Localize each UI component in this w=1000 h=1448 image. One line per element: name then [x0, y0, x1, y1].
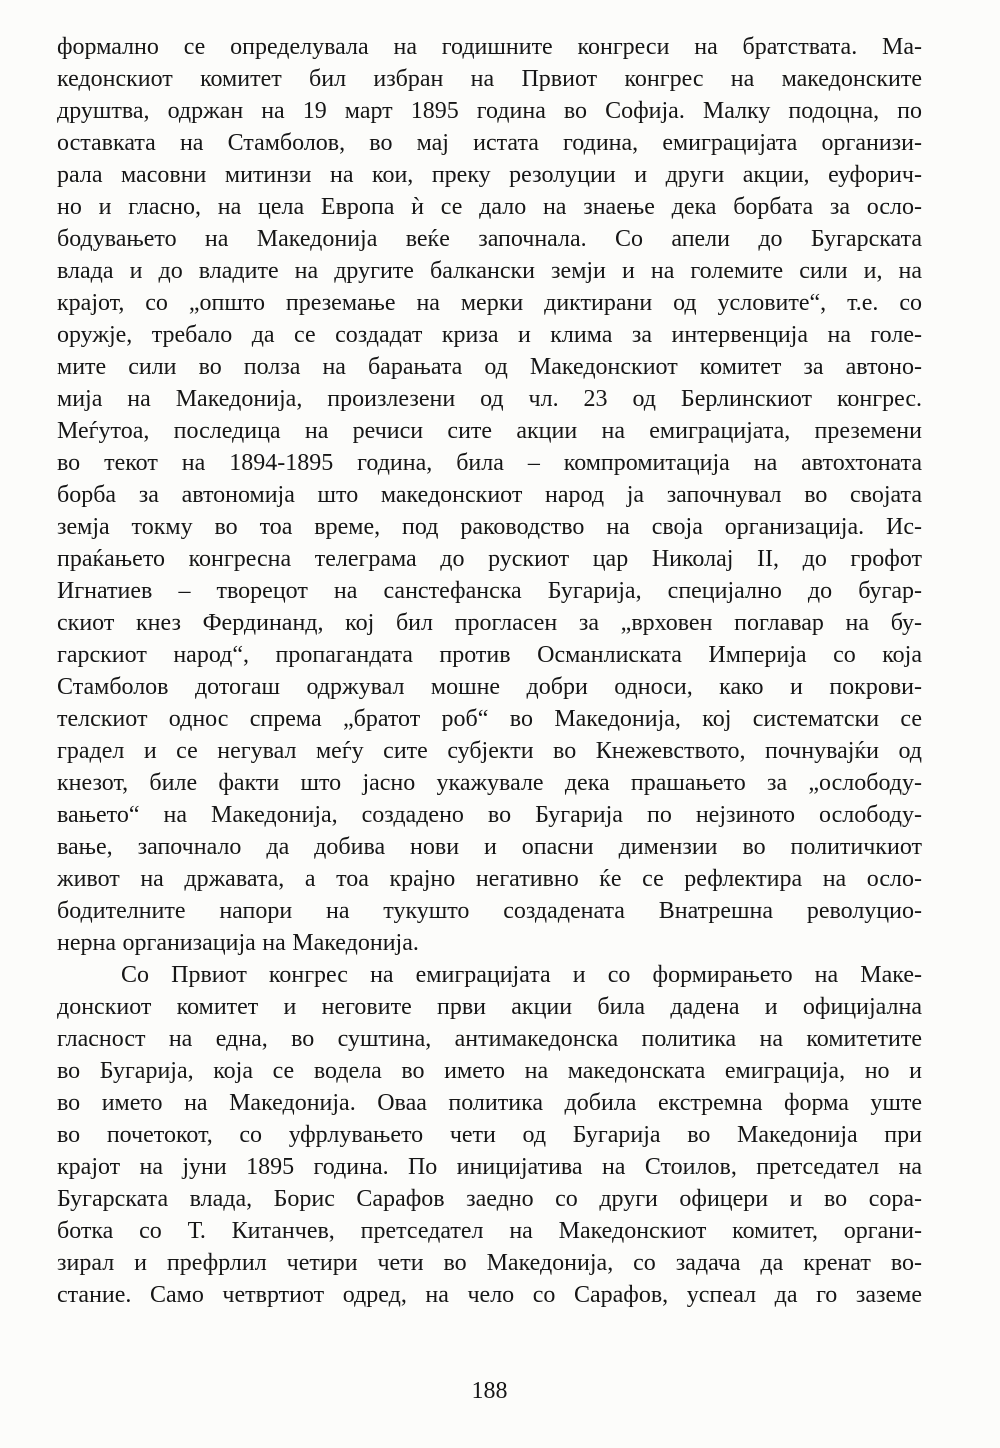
- text-line: во почетокот, со уфрлувањето чети од Бугарија во Македонија при: [57, 1122, 922, 1148]
- text-line: вањето“ на Македонија, создадено во Бугарија по нејзиното ослободу-: [57, 802, 922, 828]
- text-line: оставката на Стамболов, во мај истата година, емиграцијата организи-: [57, 130, 922, 156]
- text-line: Игнатиев – творецот на санстефанска Бугарија, специјално до бугар-: [57, 578, 922, 604]
- text-line: живот на државата, а тоа крајно негативно ќе се рефлектира на осло-: [57, 866, 922, 892]
- text-line: градел и се негувал меѓу сите субјекти во Кнежевството, почнувајќи од: [57, 738, 922, 764]
- text-line: влада и до владите на другите балкански земји и на големите сили и, на: [57, 258, 922, 284]
- text-line: борба за автономија што македонскиот народ ја започнувал во својата: [57, 482, 922, 508]
- text-line: нерна организација на Македонија.: [57, 930, 419, 956]
- text-line: Со Првиот конгрес на емиграцијата и со формирањето на Маке-: [121, 962, 922, 988]
- page-text-block: [57, 31, 922, 1311]
- text-line: гарскиот народ“, пропагандата против Османлиската Империја со која: [57, 642, 922, 668]
- text-line: зирал и префрлил четири чети во Македонија, со задача да кренат во-: [57, 1250, 922, 1276]
- text-line: крајот на јуни 1895 година. По иницијатива на Стоилов, претседател на: [57, 1154, 922, 1180]
- text-line: мија на Македонија, произлезени од чл. 23 од Берлинскиот конгрес.: [57, 386, 922, 412]
- text-line: крајот, со „општо преземање на мерки диктирани од условите“, т.е. со: [57, 290, 922, 316]
- text-line: оружје, требало да се создадат криза и клима за интервенција на голе-: [57, 322, 922, 348]
- text-line: во името на Македонија. Оваа политика добила екстремна форма уште: [57, 1090, 922, 1116]
- text-line: кедонскиот комитет бил избран на Првиот конгрес на македонските: [57, 66, 922, 92]
- text-line: телскиот однос спрема „братот роб“ во Македонија, кој систематски се: [57, 706, 922, 732]
- text-line: ботка со Т. Китанчев, претседател на Македонскиот комитет, органи-: [57, 1218, 922, 1244]
- text-line: донскиот комитет и неговите први акции била дадена и официјална: [57, 994, 922, 1020]
- page-number: 188: [471, 1378, 508, 1404]
- text-line: вање, започнало да добива нови и опасни димензии во политичкиот: [57, 834, 922, 860]
- text-line: праќањето конгресна телеграма до рускиот цар Николај II, до грофот: [57, 546, 922, 572]
- text-line: друштва, одржан на 19 март 1895 година во Софија. Малку подоцна, по: [57, 98, 922, 124]
- text-line: бодувањето на Македонија веќе започнала. Со апели до Бугарската: [57, 226, 922, 252]
- text-line: гласност на една, во суштина, антимакедонска политика на комитетите: [57, 1026, 922, 1052]
- text-line: рала масовни митинзи на кои, преку резолуции и други акции, еуфорич-: [57, 162, 922, 188]
- text-line: во Бугарија, која се водела во името на македонската емиграција, но и: [57, 1058, 922, 1084]
- text-line: во текот на 1894-1895 година, била – компромитација на автохтоната: [57, 450, 922, 476]
- text-line: но и гласно, на цела Европа ѝ се дало на знаење дека борбата за осло-: [57, 194, 922, 220]
- text-line: Меѓутоа, последица на речиси сите акции на емиграцијата, преземени: [57, 418, 922, 444]
- text-line: земја токму во тоа време, под раководство на своја организација. Ис-: [57, 514, 922, 540]
- text-line: Бугарската влада, Борис Сарафов заедно со други офицери и во сора-: [57, 1186, 922, 1212]
- text-line: стание. Само четвртиот одред, на чело со Сарафов, успеал да го заземе: [57, 1282, 922, 1308]
- text-line: бодителните напори на тукушто создадената Внатрешна револуцио-: [57, 898, 922, 924]
- text-line: мите сили во полза на барањата од Македонскиот комитет за автоно-: [57, 354, 922, 380]
- text-line: Стамболов дотогаш одржувал мошне добри односи, како и покрови-: [57, 674, 922, 700]
- text-line: формално се определувала на годишните конгреси на братствата. Ма-: [57, 34, 922, 60]
- text-line: скиот кнез Фердинанд, кој бил прогласен за „врховен поглавар на бу-: [57, 610, 922, 636]
- text-line: кнезот, биле факти што јасно укажувале дека прашањето за „ослободу-: [57, 770, 922, 796]
